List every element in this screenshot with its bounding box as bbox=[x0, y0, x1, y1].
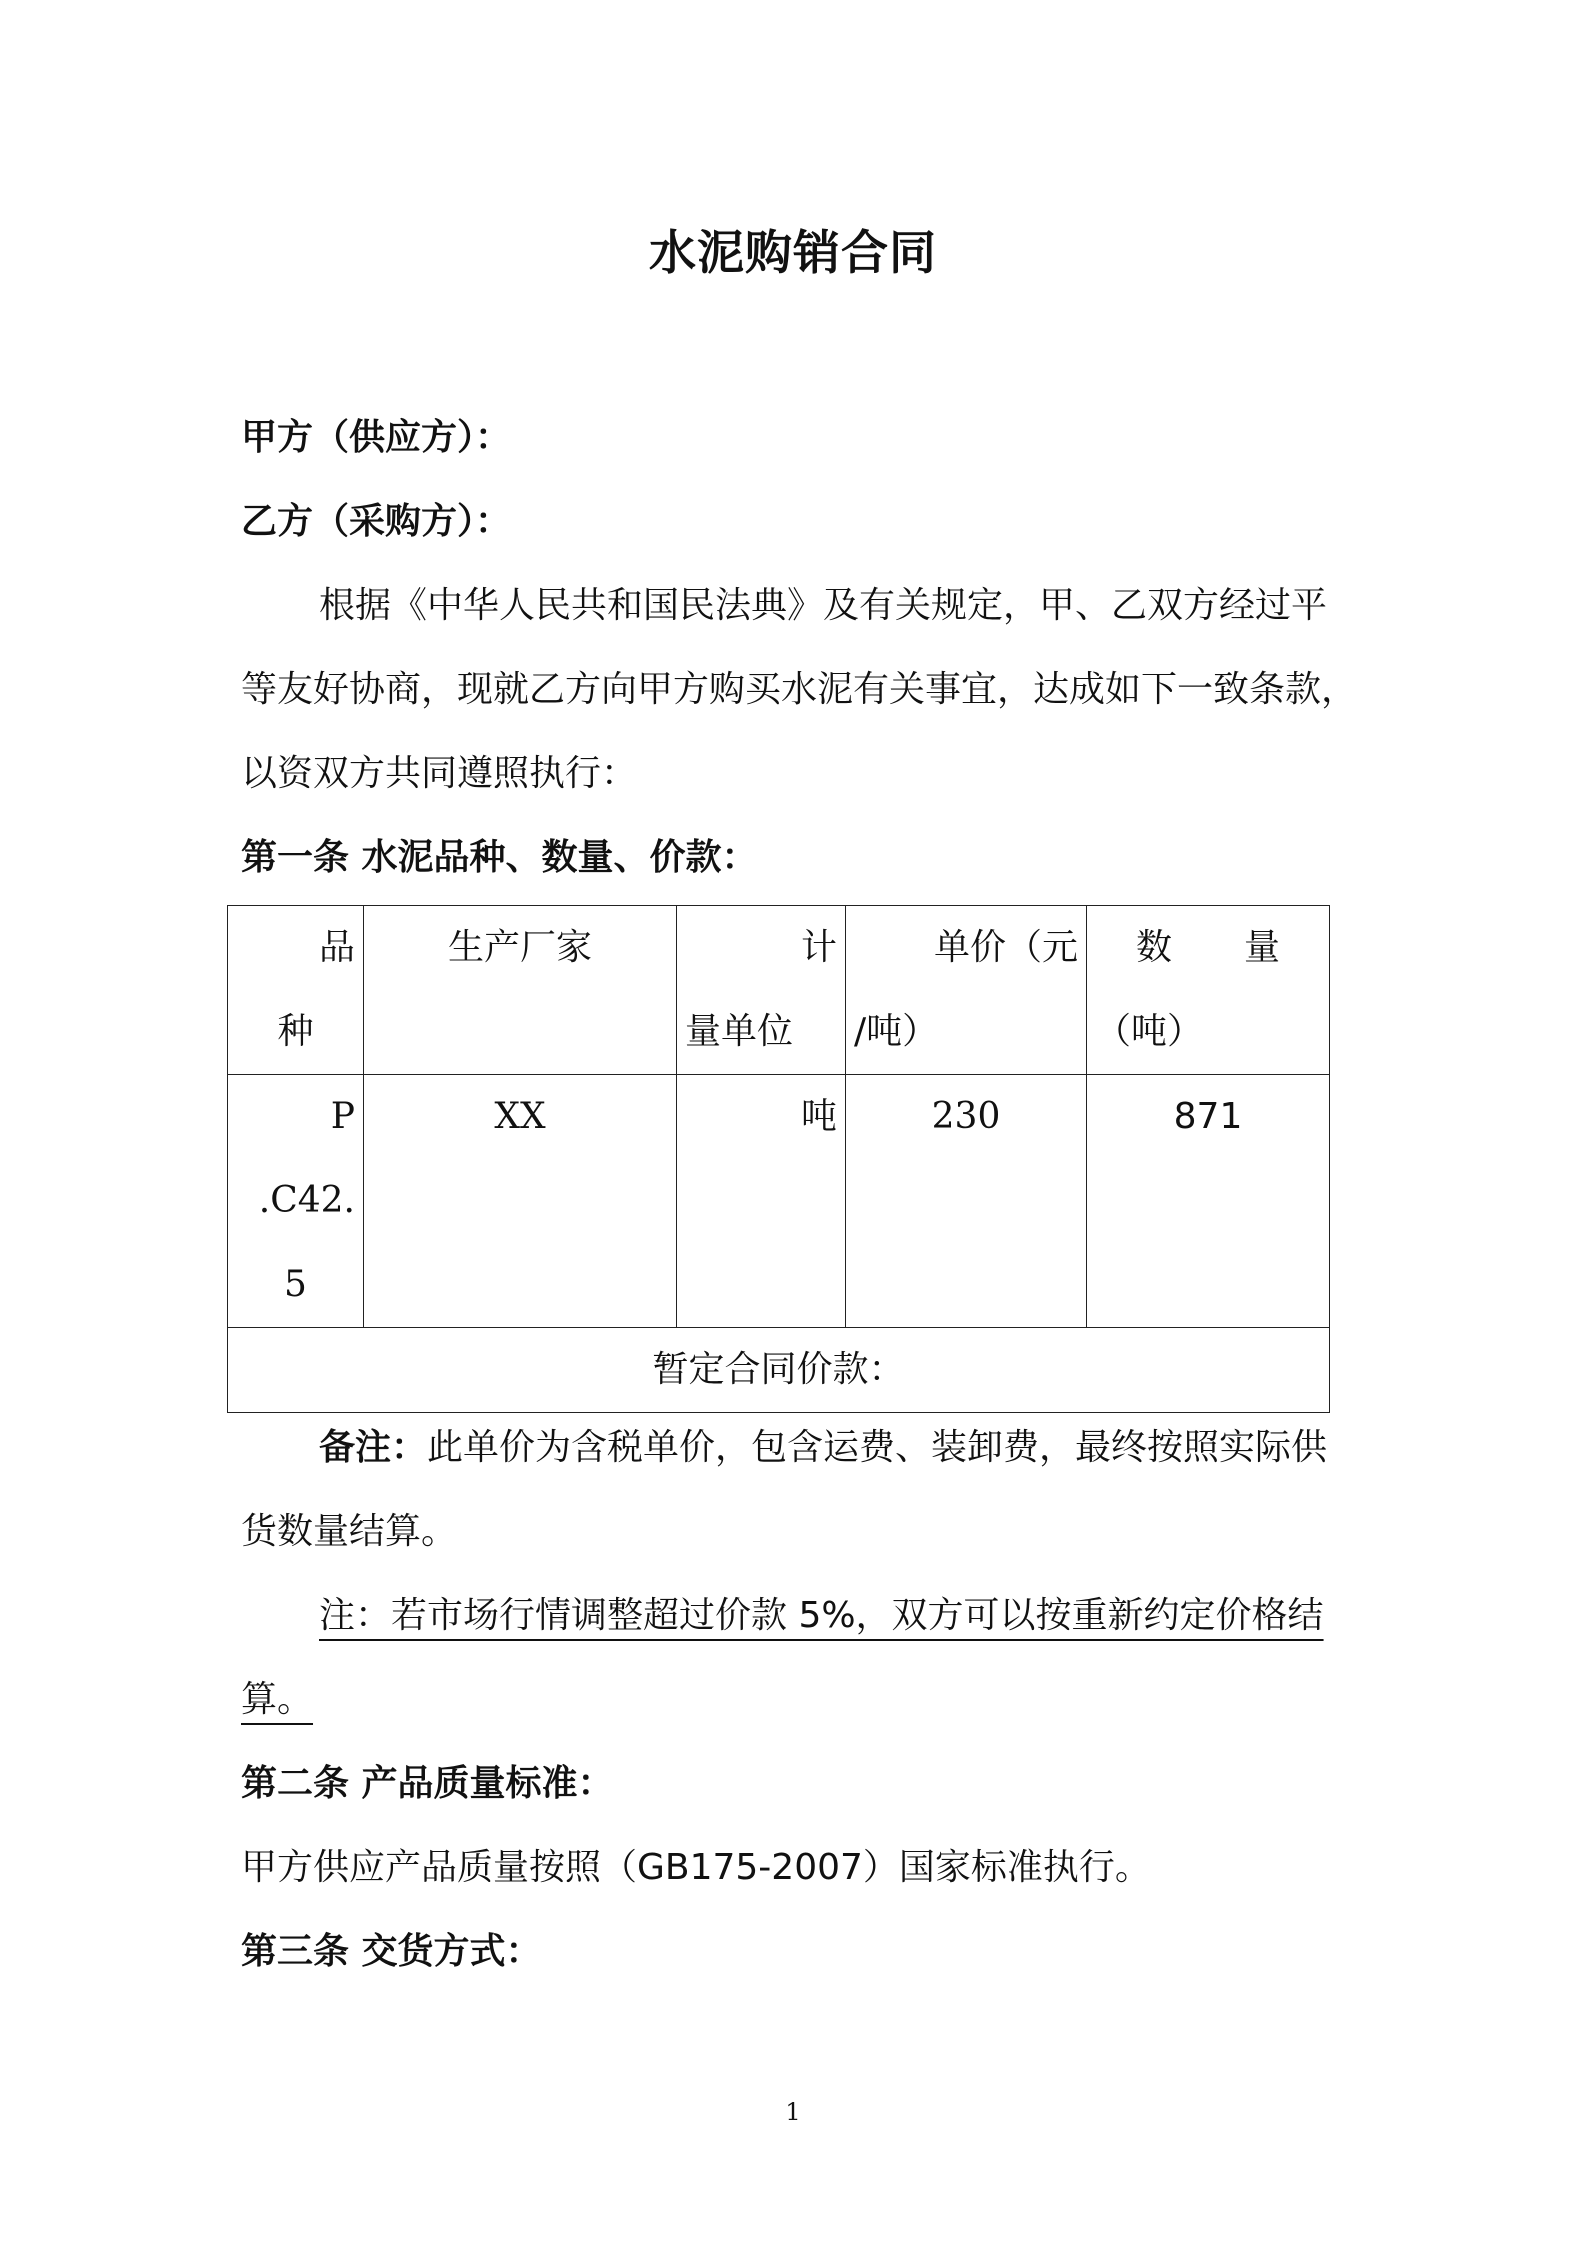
contract-price-label: 暂定合同价款： bbox=[228, 1328, 1330, 1413]
page-number: 1 bbox=[785, 2098, 801, 2126]
header-manufacturer: 生产厂家 bbox=[364, 906, 677, 1075]
header-price: 单价（元 /吨） bbox=[846, 906, 1087, 1075]
table-row bbox=[228, 1075, 1330, 1328]
remark-paragraph bbox=[241, 1406, 1361, 1574]
article2-text: 甲方供应产品质量按照（GB175-2007）国家标准执行。 bbox=[241, 1847, 1151, 1888]
party-b-label: 乙方（采购方）： bbox=[241, 501, 512, 542]
article2-heading: 第二条 产品质量标准： bbox=[241, 1763, 614, 1804]
table-total-row bbox=[228, 1328, 1330, 1413]
article1-heading: 第一条 水泥品种、数量、价款： bbox=[241, 837, 758, 878]
cell-variety: P .C42. 5 bbox=[228, 1075, 364, 1328]
cell-price: 230 bbox=[846, 1075, 1087, 1328]
header-variety: 品 种 bbox=[228, 906, 364, 1075]
remark-label: 备注： bbox=[319, 1427, 428, 1468]
cell-quantity: 871 bbox=[1087, 1075, 1330, 1328]
header-unit: 计 量单位 bbox=[677, 906, 846, 1075]
article3-heading: 第三条 交货方式： bbox=[241, 1931, 542, 1972]
remark-text: 此单价为含税单价，包含运费、装卸费，最终按照实际供货数量结算。 bbox=[241, 1427, 1328, 1552]
document-title: 水泥购销合同 bbox=[649, 226, 937, 281]
party-a-label: 甲方（供应方）： bbox=[241, 417, 512, 458]
table-header-row bbox=[228, 906, 1330, 1075]
cell-manufacturer: XX bbox=[364, 1075, 677, 1328]
price-adjustment-note: 注：若市场行情调整超过价款 5%，双方可以按重新约定价格结算。 bbox=[241, 1595, 1324, 1720]
header-quantity: 数 量 （吨） bbox=[1087, 906, 1330, 1075]
product-table bbox=[227, 905, 1330, 1413]
cell-unit: 吨 bbox=[677, 1075, 846, 1328]
intro-paragraph: 根据《中华人民共和国民法典》及有关规定，甲、乙双方经过平等友好协商，现就乙方向甲方购买水泥有关事宜，达成如下一致条款，以资双方共同遵照执行： bbox=[241, 585, 1358, 794]
